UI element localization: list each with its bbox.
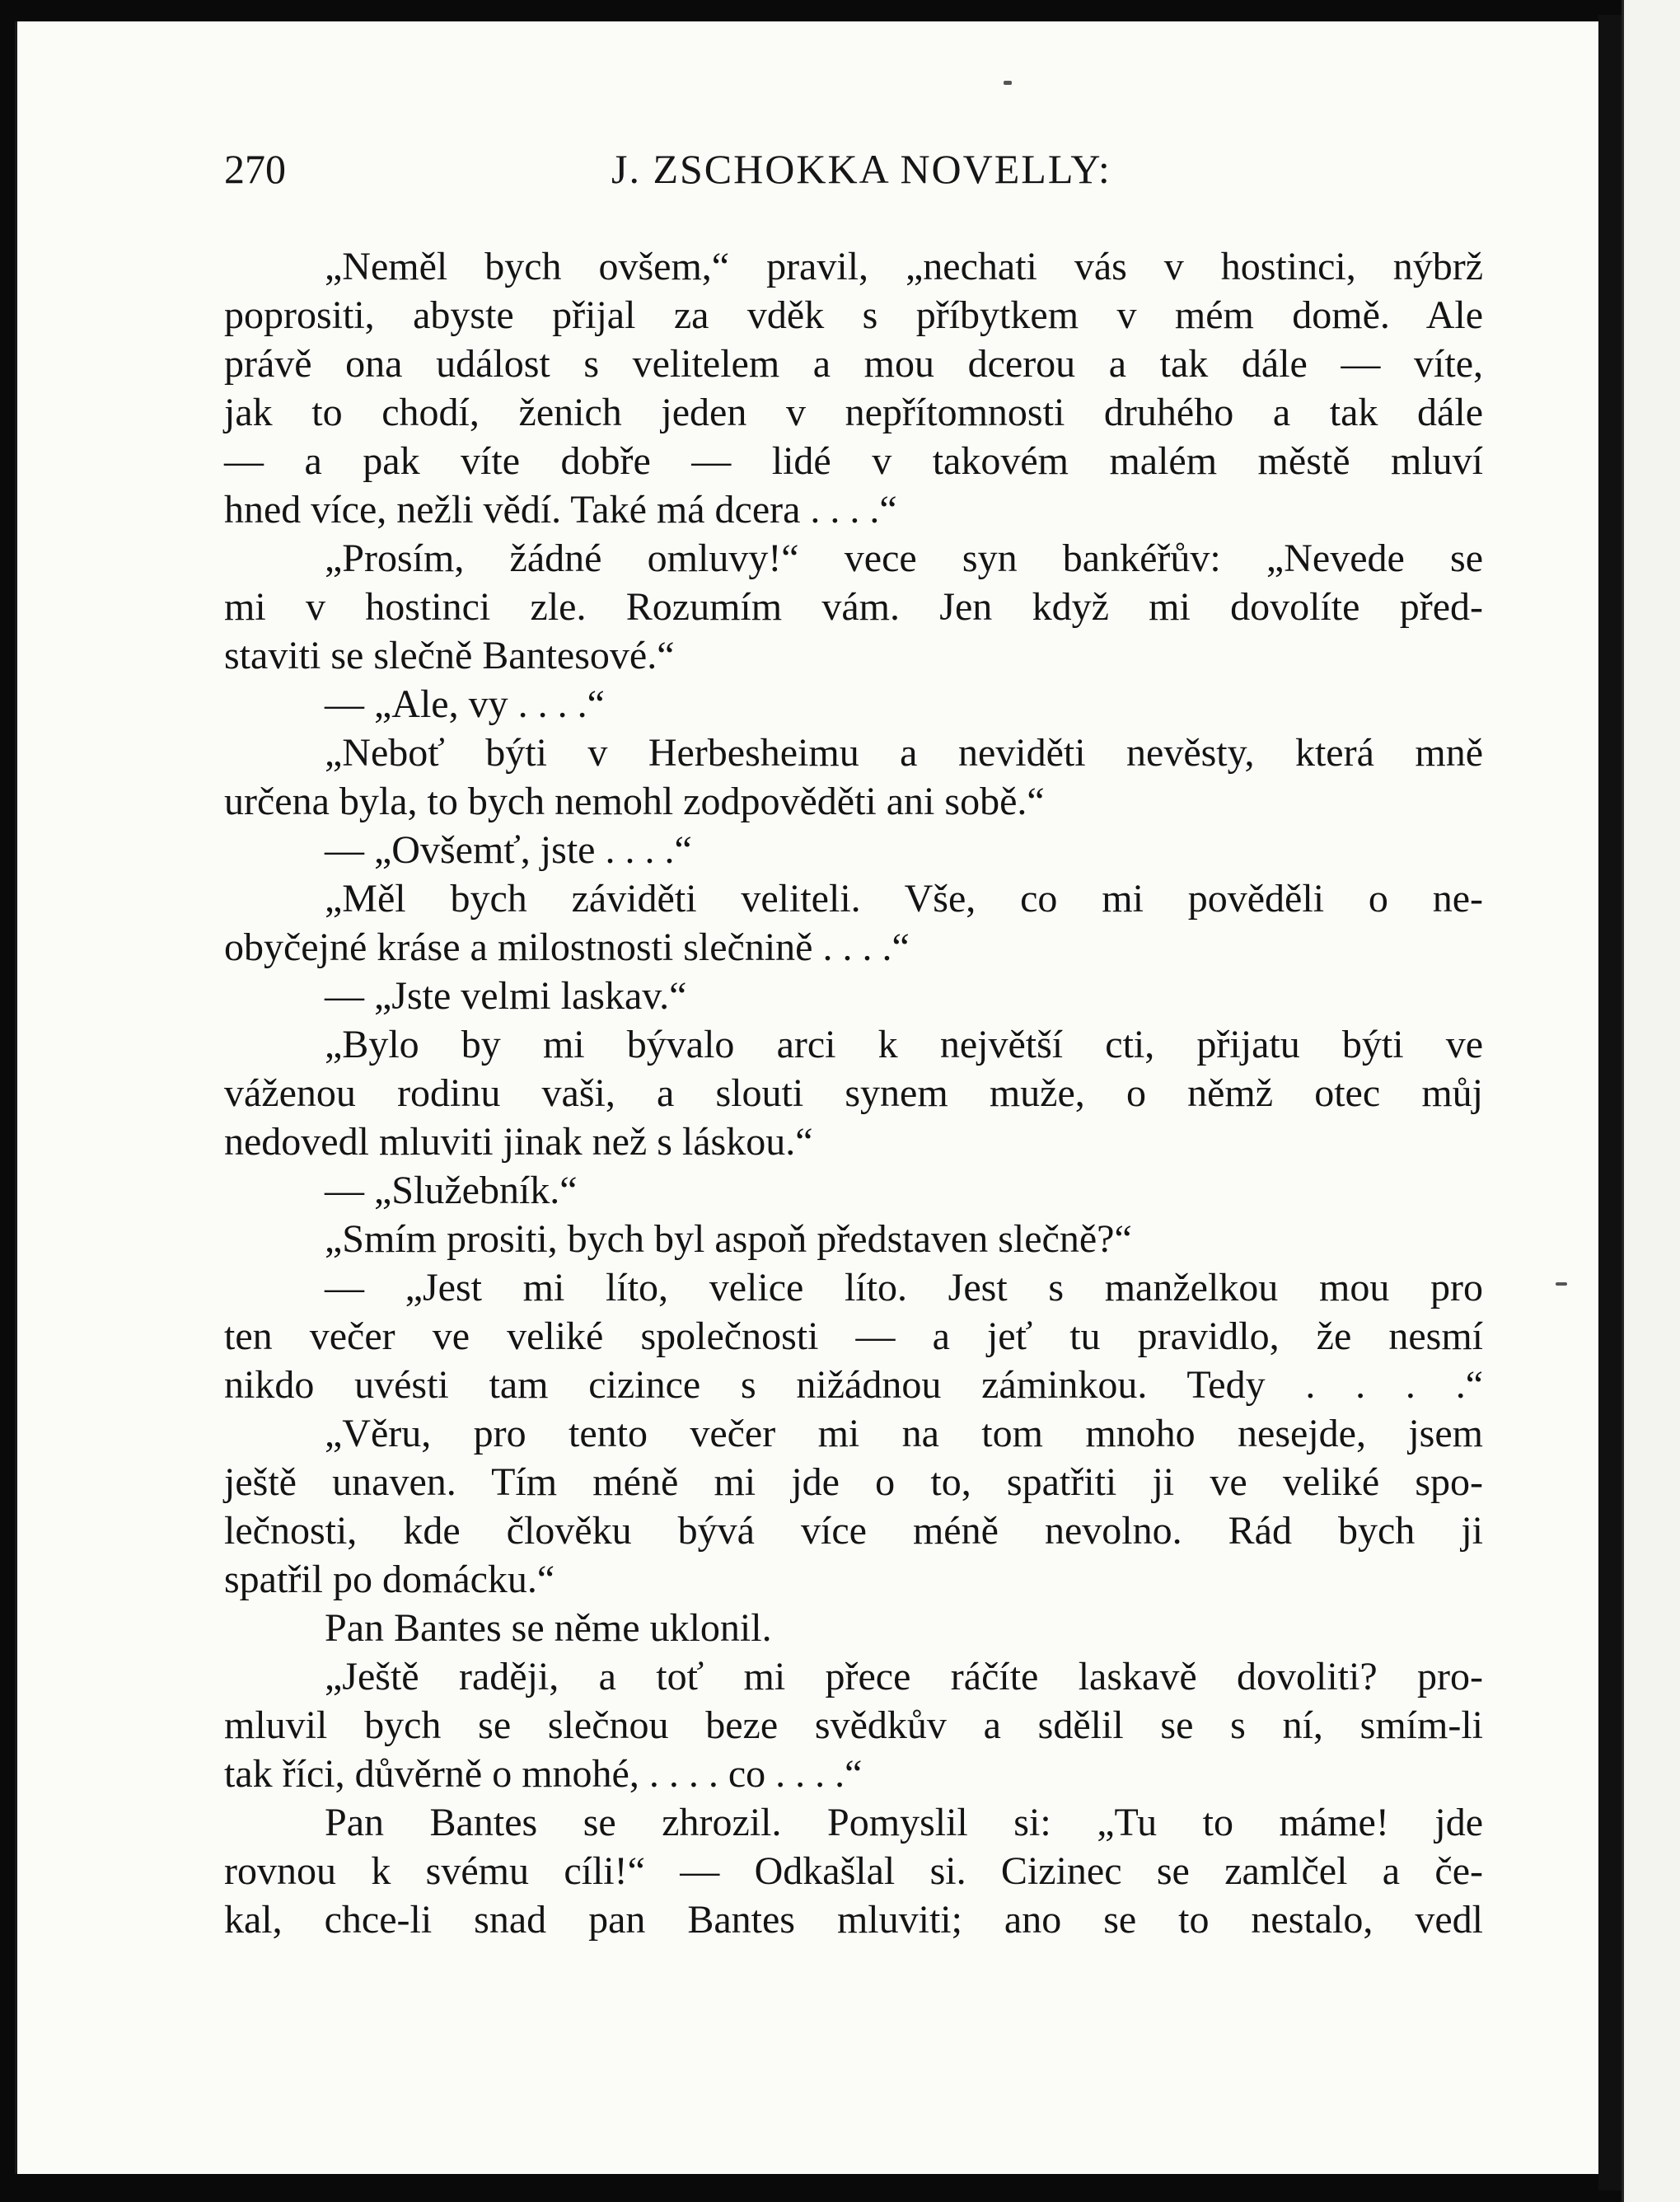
page-header <box>224 140 1122 198</box>
text-line: lečnosti, kde člověku bývá více méně nevolno. Rád bych ji <box>224 1509 1483 1553</box>
text-line: Pan Bantes se zhrozil. Pomyslil si: „Tu to máme! jde <box>325 1801 1483 1844</box>
dust-speck <box>1556 1282 1567 1286</box>
text-line: — „Jest mi líto, velice líto. Jest s manželkou mou pro <box>325 1266 1483 1309</box>
text-line: kal, chce-li snad pan Bantes mluviti; ano se to nestalo, vedl <box>224 1898 1483 1942</box>
text-line: „Neměl bych ovšem,“ pravil, „nechati vás v hostinci, nýbrž <box>325 245 1483 288</box>
text-line: Pan Bantes se něme uklonil. <box>325 1606 772 1650</box>
text-line: „Bylo by mi bývalo arci k největší cti, přijatu býti ve <box>325 1023 1483 1066</box>
text-line: — „Ovšemť, jste . . . .“ <box>325 828 692 872</box>
next-page-edge <box>1622 0 1680 2202</box>
text-line: rovnou k svému cíli!“ — Odkašlal si. Cizinec se zamlčel a če- <box>224 1849 1483 1893</box>
text-line: mi v hostinci zle. Rozumím vám. Jen když mi dovolíte před- <box>224 585 1483 629</box>
text-line: staviti se slečně Bantesové.“ <box>224 634 675 677</box>
text-line: poprositi, abyste přijal za vděk s příbytkem v mém domě. Ale <box>224 293 1483 337</box>
text-line: tak říci, důvěrně o mnohé, . . . . co . . . .“ <box>224 1752 863 1796</box>
text-line: — „Služebník.“ <box>325 1169 578 1212</box>
text-line: určena byla, to bych nemohl zodpověděti ani sobě.“ <box>224 780 1045 823</box>
book-spine-shadow <box>1598 15 1622 2190</box>
text-line: obyčejné kráse a milostnosti slečnině . . . .“ <box>224 925 910 969</box>
text-line: „Smím prositi, bych byl aspoň představen slečně?“ <box>325 1217 1132 1261</box>
text-line: — a pak víte dobře — lidé v takovém malém městě mluví <box>224 439 1483 483</box>
text-line: „Ještě raději, a toť mi přece ráčíte laskavě dovoliti? pro- <box>325 1655 1483 1698</box>
text-line: právě ona událost s velitelem a mou dcerou a tak dále — víte, <box>224 342 1483 386</box>
text-line: „Věru, pro tento večer mi na tom mnoho nesejde, jsem <box>325 1412 1483 1455</box>
text-line: nedovedl mluviti jinak než s láskou.“ <box>224 1120 813 1164</box>
text-line: jak to chodí, ženich jeden v nepřítomnosti druhého a tak dále <box>224 391 1483 434</box>
text-line: — „Jste velmi laskav.“ <box>325 974 687 1018</box>
text-line: ještě unaven. Tím méně mi jde o to, spatřiti ji ve veliké spo- <box>224 1460 1483 1504</box>
text-line: „Měl bych záviděti veliteli. Vše, co mi pověděli o ne- <box>325 877 1483 921</box>
text-line: ten večer ve veliké společnosti — a jeť tu pravidlo, že nesmí <box>224 1314 1483 1358</box>
body-text <box>224 242 1483 1944</box>
text-line: spatřil po domácku.“ <box>224 1558 555 1601</box>
running-head: J. ZSCHOKKA NOVELLY: <box>611 146 1111 192</box>
text-line: „Prosím, žádné omluvy!“ vece syn bankéřův: „Nevede se <box>325 536 1483 580</box>
text-line: váženou rodinu vaši, a slouti synem muže, o němž otec můj <box>224 1071 1483 1115</box>
page-number: 270 <box>224 146 286 192</box>
text-line: hned více, nežli vědí. Také má dcera . . . .“ <box>224 488 897 532</box>
text-line: mluvil bych se slečnou beze svědkův a sdělil se s ní, smím-li <box>224 1703 1483 1747</box>
dust-speck <box>1004 81 1012 85</box>
text-line: „Neboť býti v Herbesheimu a neviděti nevěsty, která mně <box>325 731 1483 775</box>
text-line: nikdo uvésti tam cizince s nižádnou záminkou. Tedy . . . .“ <box>224 1363 1483 1407</box>
text-line: — „Ale, vy . . . .“ <box>325 682 605 726</box>
